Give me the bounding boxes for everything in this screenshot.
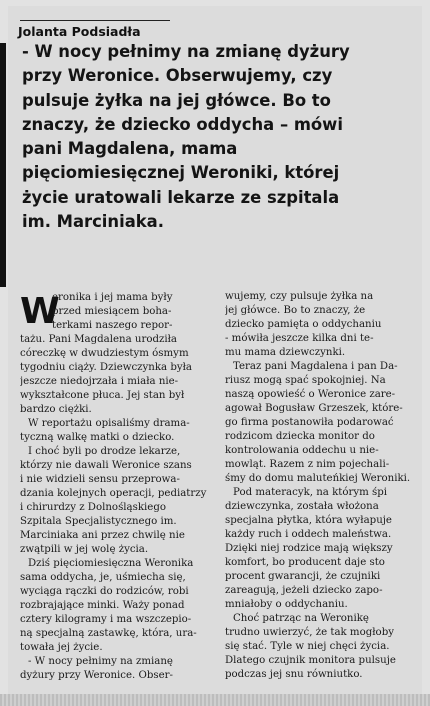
body-line: Pod materacyk, na którym śpi xyxy=(233,487,388,498)
body-line: trudno uwierzyć, że tak mogłoby xyxy=(225,627,394,638)
body-line: Teraz pani Magdalena i pan Da- xyxy=(233,361,398,372)
body-line: Dziś pięciomiesięczna Weronika xyxy=(28,558,194,569)
body-line: agował Bogusław Grzeszek, które- xyxy=(225,403,403,414)
body-line: procent gwarancji, że czujniki xyxy=(225,571,381,582)
body-line: ną specjalną zastawkę, która, ura- xyxy=(20,628,197,639)
body-line: wujemy, czy pulsuje żyłka na xyxy=(225,291,374,302)
body-line: Szpitala Specjalistycznego im. xyxy=(20,516,177,527)
body-line: córeczkę w dwudziestym ósmym xyxy=(20,348,189,359)
body-line: mowląt. Razem z nim pojechali- xyxy=(225,459,390,470)
lead-line: znaczy, że dziecko oddycha – mówi xyxy=(22,114,343,134)
body-line: wyciąga rączki do rodziców, robi xyxy=(20,586,189,597)
body-line: wykształcone płuca. Jej stan był xyxy=(20,390,185,401)
body-line: kontrolowania oddechu u nie- xyxy=(225,445,379,456)
body-line: riusz mogą spać spokojniej. Na xyxy=(225,375,386,386)
body-line: dziewczynka, została włożona xyxy=(225,501,379,512)
body-line: W reportażu opisaliśmy drama- xyxy=(28,418,190,429)
body-line: podczas jej snu równiutko. xyxy=(225,669,363,680)
body-line: rozbrajające minki. Waży ponad xyxy=(20,600,185,611)
body-line: go firma postanowiła podarować xyxy=(225,417,394,428)
body-line: Dlatego czujnik monitora pulsuje xyxy=(225,655,396,666)
body-line: Dzięki niej rodzice mają większy xyxy=(225,543,393,554)
lead-line: pięciomiesięcznej Weroniki, której xyxy=(22,163,340,183)
body-line: bardzo ciężki. xyxy=(20,404,92,415)
body-line: I choć byli po drodze lekarze, xyxy=(28,446,181,457)
body-line: się stać. Tyle w niej chęci życia. xyxy=(225,641,390,652)
lead-line: pani Magdalena, mama xyxy=(22,139,238,159)
next-article-strip xyxy=(0,694,430,706)
body-line: dyżury przy Weronice. Obser- xyxy=(20,670,173,681)
body-line: - W nocy pełnimy na zmianę xyxy=(28,656,173,667)
body-line: i nie widzieli sensu przeprowa- xyxy=(20,474,180,485)
left-column xyxy=(20,291,216,683)
body-line: tażu. Pani Magdalena urodziła xyxy=(20,334,177,345)
body-line: sama oddycha, je, uśmiecha się, xyxy=(20,572,186,583)
body-line: jej główce. Bo to znaczy, że xyxy=(225,305,366,316)
body-line: - mówiła jeszcze kilka dni te- xyxy=(225,333,374,344)
lead-line: przy Weronice. Obserwujemy, czy xyxy=(22,66,333,86)
body-line: naszą opowieść o Weronice zare- xyxy=(225,389,396,400)
body-line: przed miesiącem boha- xyxy=(52,306,172,317)
body-line: zareagują, jeżeli dziecko zapo- xyxy=(225,585,383,596)
body-line: specjalna płytka, która wyłapuje xyxy=(225,515,392,526)
body-line: komfort, bo producent daje sto xyxy=(225,557,385,568)
lead-line: pulsuje żyłka na jej główce. Bo to xyxy=(22,90,331,110)
body-line: Choć patrząc na Weronikę xyxy=(233,613,369,624)
body-line: którzy nie dawali Weronice szans xyxy=(20,460,192,471)
body-line: mniałoby o oddychaniu. xyxy=(225,599,348,610)
body-line: jeszcze niedojrzała i miała nie- xyxy=(20,376,179,387)
lead-line: - W nocy pełnimy na zmianę dyżury xyxy=(22,42,350,61)
body-line: eronika i jej mama były xyxy=(52,292,173,303)
body-line: śmy do domu maluteńkiej Weroniki. xyxy=(225,473,411,484)
lead-side-bar xyxy=(0,43,6,287)
lead-line: życie uratowali lekarze ze szpitala xyxy=(22,187,340,207)
body-line: tygodniu ciąży. Dziewczynka była xyxy=(20,362,192,373)
body-line: mu mama dziewczynki. xyxy=(225,347,346,358)
body-line: dzania kolejnych operacji, pediatrzy xyxy=(20,488,207,499)
body-line: tyczną walkę matki o dziecko. xyxy=(20,432,175,443)
right-column xyxy=(225,290,421,682)
body-line: Marciniaka ani przez chwilę nie xyxy=(20,530,185,541)
body-line: dziecko pamięta o oddychaniu xyxy=(225,319,382,330)
body-line: i chirurdzy z Dolnośląskiego xyxy=(20,502,166,513)
body-line: zwątpili w jej wolę życia. xyxy=(20,544,149,555)
body-line: cztery kilogramy i ma wszczepio- xyxy=(20,614,192,625)
drop-cap: W xyxy=(20,291,60,332)
body-line: towała jej życie. xyxy=(20,642,103,653)
author-byline: Jolanta Podsiadła xyxy=(18,24,141,39)
body-line: każdy ruch i oddech maleństwa. xyxy=(225,529,392,540)
lead-paragraph xyxy=(22,40,414,234)
body-line: rodzicom dziecka monitor do xyxy=(225,431,375,442)
byline-rule xyxy=(20,20,170,21)
body-line: terkami naszego repor- xyxy=(52,320,173,331)
lead-line: im. Marciniaka. xyxy=(22,212,164,232)
